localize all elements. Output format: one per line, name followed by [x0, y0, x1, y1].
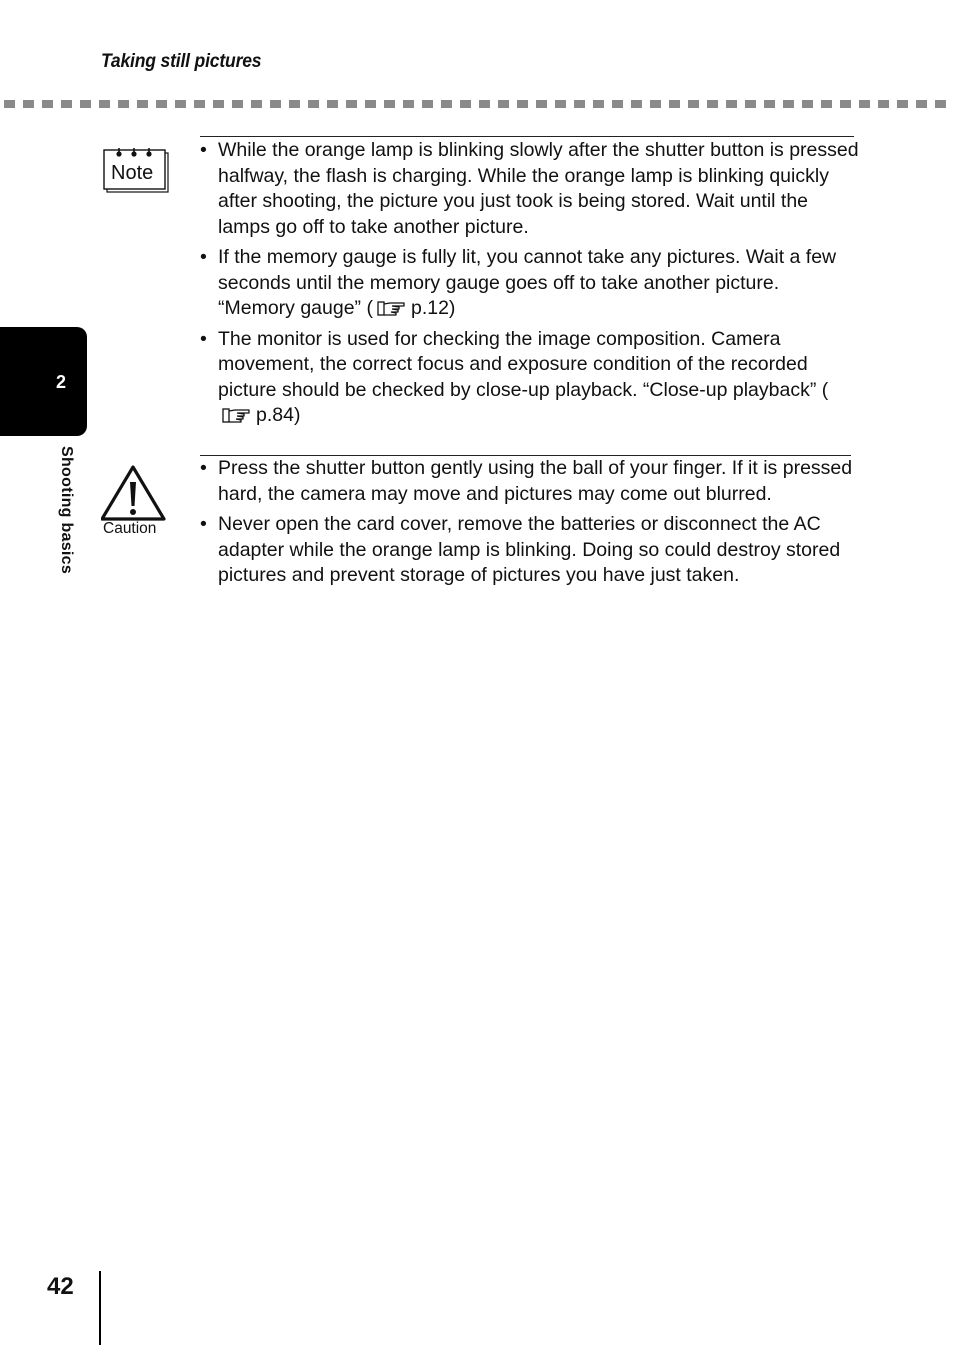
page-reference-link[interactable]: p.12) — [410, 297, 456, 319]
header-dashed-divider — [4, 100, 950, 108]
chapter-tab — [0, 327, 87, 436]
note-icon-label: Note — [111, 162, 154, 184]
page-reference-link[interactable]: p.84) — [256, 404, 301, 426]
note-bullet-text: If the memory gauge is fully lit, you cannot take any pictures. Wait a few seconds until the memory gauge goes off to take another picture. “Memory gauge” ( — [218, 246, 837, 319]
page-number-divider — [99, 1271, 101, 1345]
note-icon — [103, 147, 169, 193]
note-bullet-text: While the orange lamp is blinking slowly after the shutter button is pressed halfway, the flash is charging. While the orange lamp is blinking quickly after shooting, the picture you just took is being stored. Wait until the lamps go off to take another picture. — [218, 139, 859, 238]
note-bullet-text: The monitor is used for checking the image composition. Camera movement, the correct focus and exposure condition of the recorded picture should be checked by close-up playback. “Close-up playback” ( — [218, 327, 829, 401]
caution-bullet-item — [200, 512, 860, 589]
note-bullet-item — [200, 245, 860, 322]
page-reference-icon — [222, 405, 252, 425]
caution-icon-label: Caution — [103, 520, 157, 537]
page-header-title: Taking still pictures — [101, 50, 262, 72]
chapter-number: 2 — [56, 372, 67, 392]
chapter-label: Shooting basics — [58, 446, 75, 575]
caution-bullet-list — [200, 456, 860, 594]
caution-bullet-text: Press the shutter button gently using the ball of your finger. If it is pressed hard, the camera may move and pictures may come out blurred. — [218, 457, 853, 505]
note-bullet-item — [200, 327, 860, 429]
note-bullet-item — [200, 138, 860, 240]
caution-bullet-item — [200, 456, 860, 507]
page-reference-icon — [377, 298, 407, 318]
page-number: 42 — [47, 1273, 74, 1300]
note-bullet-list — [200, 138, 860, 434]
caution-bullet-text: Never open the card cover, remove the batteries or disconnect the AC adapter while the orange lamp is blinking. Doing so could destroy stored pictures and prevent storage of pictures you have just taken. — [218, 513, 841, 586]
note-section-rule — [200, 136, 854, 137]
